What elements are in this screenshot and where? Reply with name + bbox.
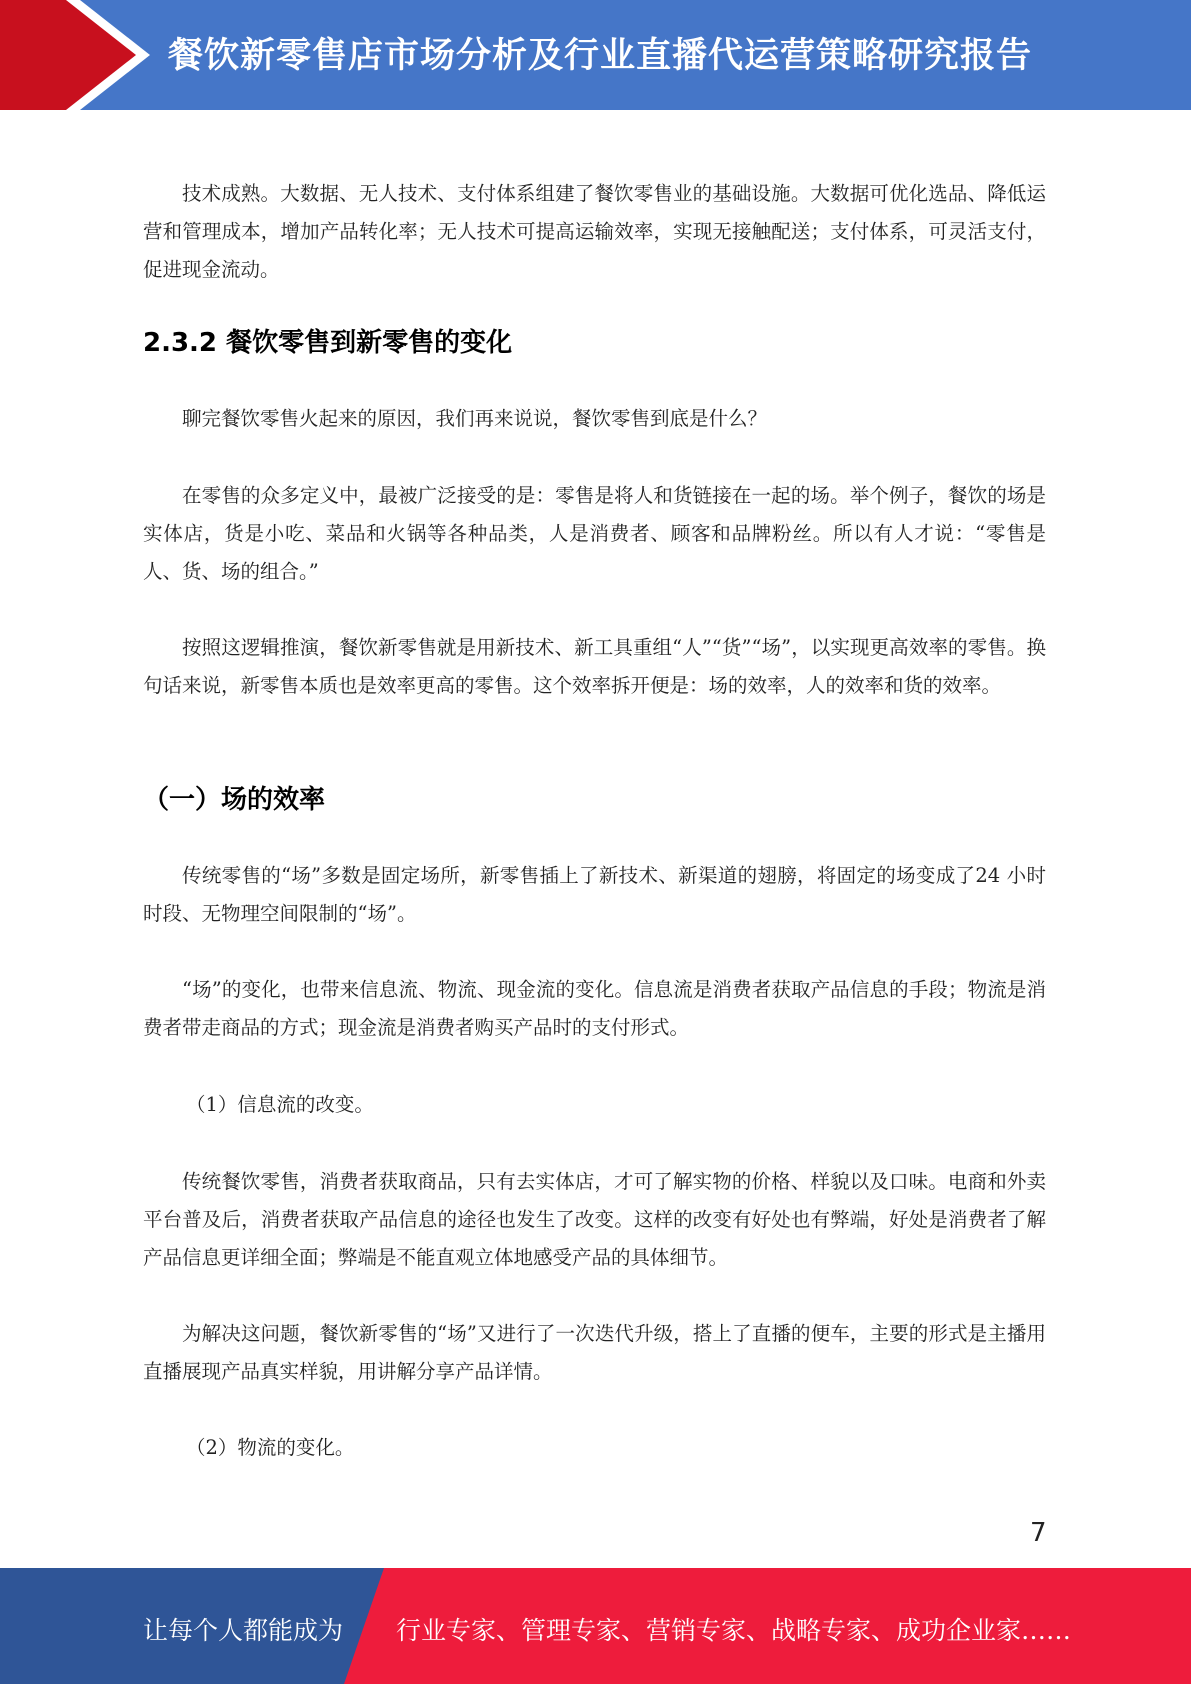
section-heading-2-3-2: 2.3.2 餐饮零售到新零售的变化: [143, 328, 513, 358]
paragraph-tech-maturity: 技术成熟。大数据、无人技术、支付体系组建了餐饮零售业的基础设施。大数据可优化选品、降低运营和管理成本，增加产品转化率；无人技术可提高运输效率，实现无接触配送；支付体系，可灵活支付，促进现金流动。: [143, 182, 1046, 281]
subheading-information-flow: （1）信息流的改变。: [186, 1093, 374, 1116]
paragraph-venue-change: 传统零售的“场”多数是固定场所，新零售插上了新技术、新渠道的翅膀，将固定的场变成了24 小时时段、无物理空间限制的“场”。: [143, 864, 1046, 925]
report-header: [0, 0, 1191, 110]
subheading-logistics-change: （2）物流的变化。: [186, 1436, 355, 1459]
footer-slogan-right: 行业专家、管理专家、营销专家、战略专家、成功企业家……: [396, 1616, 1072, 1645]
paragraph-new-retail-logic: 按照这逻辑推演，餐饮新零售就是用新技术、新工具重组“人”“货”“场”，以实现更高效率的零售。换句话来说，新零售本质也是效率更高的零售。这个效率拆开便是：场的效率，人的效率和货的效率。: [143, 636, 1046, 697]
footer-slogan-left: 让每个人都能成为: [143, 1616, 344, 1645]
section-heading-venue-efficiency: （一）场的效率: [143, 785, 326, 815]
page-number: 7: [1030, 1518, 1047, 1548]
paragraph-intro-question: 聊完餐饮零售火起来的原因，我们再来说说，餐饮零售到底是什么？: [182, 407, 768, 430]
paragraph-retail-definition: 在零售的众多定义中，最被广泛接受的是：零售是将人和货链接在一起的场。举个例子，餐饮的场是实体店，货是小吃、菜品和火锅等各种品类，人是消费者、顾客和品牌粉丝。所以有人才说：“零售是人、货、场的组合。”: [143, 484, 1046, 583]
report-footer: [0, 1568, 1191, 1684]
report-title: 餐饮新零售店市场分析及行业直播代运营策略研究报告: [168, 36, 1033, 76]
paragraph-flows: “场”的变化，也带来信息流、物流、现金流的变化。信息流是消费者获取产品信息的手段；物流是消费者带走商品的方式；现金流是消费者购买产品时的支付形式。: [143, 978, 1046, 1039]
paragraph-livestream-solution: 为解决这问题，餐饮新零售的“场”又进行了一次迭代升级，搭上了直播的便车，主要的形式是主播用直播展现产品真实样貌，用讲解分享产品详情。: [143, 1322, 1046, 1383]
paragraph-traditional-retail: 传统餐饮零售，消费者获取商品，只有去实体店，才可了解实物的价格、样貌以及口味。电商和外卖平台普及后，消费者获取产品信息的途径也发生了改变。这样的改变有好处也有弊端，好处是消费者了解产品信息更详细全面；弊端是不能直观立体地感受产品的具体细节。: [143, 1170, 1046, 1269]
